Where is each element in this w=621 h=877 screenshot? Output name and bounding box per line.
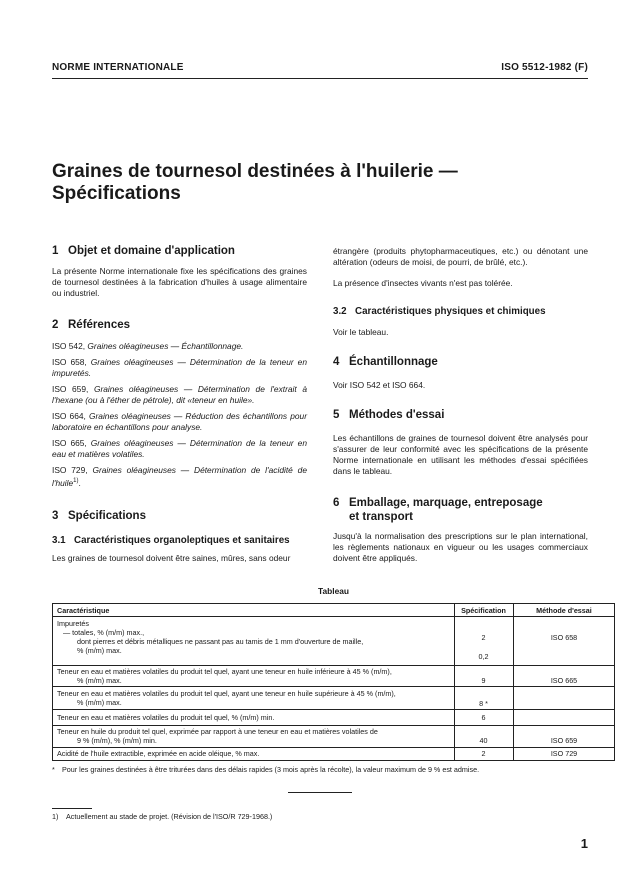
table-row-rule-1 xyxy=(53,665,614,666)
section-5-heading: 5 Méthodes d'essai xyxy=(333,409,445,421)
row-water-low-oil-spec: 9 xyxy=(481,676,486,685)
section-3-2-heading: 3.2 Caractéristiques physiques et chimiques xyxy=(333,306,546,317)
section-5-text: Les échantillons de graines de tournesol doivent être analysés pour s'assurer de leur conformité avec les spécifications de la présente Norme internationale en utilisant les méthodes d'essai spécifiées dans le tableau. xyxy=(333,433,588,476)
reference-iso-665: ISO 665, Graines oléagineuses — Détermination de la teneur en eau et matières volatiles. xyxy=(52,438,307,459)
table-header-characteristic: Caractéristique xyxy=(57,606,110,615)
row-impurities-stones: dont pierres et débris métalliques ne passant pas au tamis de 1 mm d'ouverture de maille, xyxy=(77,637,364,646)
header-left: NORME INTERNATIONALE xyxy=(52,62,184,73)
section-1-heading: 1 Objet et domaine d'application xyxy=(52,245,235,257)
row-water-high-oil-spec: 8 * xyxy=(479,699,488,708)
header-right: ISO 5512-1982 (F) xyxy=(501,62,588,73)
section-3-1-text: Les graines de tournesol doivent être saines, mûres, sans odeur xyxy=(52,553,291,563)
row-impurities-spec-total: 2 xyxy=(481,633,486,642)
page-number: 1 xyxy=(580,836,588,851)
section-divider xyxy=(288,792,352,793)
footnote-rule xyxy=(52,808,92,809)
row-impurities-unit: % (m/m) max. xyxy=(77,646,122,655)
row-impurities-total: — totales, % (m/m) max., xyxy=(63,628,145,637)
row-oil-content-label: Teneur en huile du produit tel quel, exprimée par rapport à une teneur en eau et matières volatiles de xyxy=(57,727,378,736)
section-4-text: Voir ISO 542 et ISO 664. xyxy=(333,380,426,390)
row-acidity-spec: 2 xyxy=(481,749,486,758)
row-impurities-label: Impuretés xyxy=(57,619,89,628)
table-header-rule xyxy=(53,616,614,617)
row-acidity-label: Acidité de l'huile extractible, exprimée en acide oléique, % max. xyxy=(57,749,260,758)
table-header-specification: Spécification xyxy=(461,606,506,615)
table-footnote: * Pour les graines destinées à être triturées dans des délais rapides (3 mois après la récolte), la valeur maximum de 9 % est admise. xyxy=(52,765,480,774)
section-1-text: La présente Norme internationale fixe les spécifications des graines de tournesol destinées à la fabrication d'huiles à usage alimentaire ou industriel. xyxy=(52,266,307,298)
row-oil-content-spec: 40 xyxy=(479,736,488,745)
page-footnote: 1) Actuellement au stade de projet. (Révision de l'ISO/R 729-1968.) xyxy=(52,812,273,821)
title-line-1: Graines de tournesol destinées à l'huilerie — xyxy=(52,161,458,182)
row-water-low-oil-label: Teneur en eau et matières volatiles du produit tel quel, ayant une teneur en huile inférieure à 45 % (m/m), xyxy=(57,667,392,676)
table-row-rule-2 xyxy=(53,686,614,687)
row-water-high-oil-label: Teneur en eau et matières volatiles du produit tel quel, ayant une teneur en huile supérieure à 45 % (m/m), xyxy=(57,689,396,698)
section-3-1-continued: étrangère (produits phytopharmaceutiques, etc.) ou dénotant une altération (odeurs de moisi, de pourri, de brûlé, etc.). xyxy=(333,246,588,267)
reference-iso-659: ISO 659, Graines oléagineuses — Détermination de l'extrait à l'hexane (ou à l'éther de pétrole), dit «teneur en huile». xyxy=(52,384,307,405)
section-4-heading: 4 Échantillonnage xyxy=(333,356,438,368)
page-title xyxy=(52,161,592,205)
header-rule xyxy=(52,78,588,79)
section-3-heading: 3 Spécifications xyxy=(52,510,146,522)
row-acidity-method: ISO 729 xyxy=(550,749,578,758)
title-line-2: Spécifications xyxy=(52,183,181,204)
row-oil-content-method: ISO 659 xyxy=(550,736,578,745)
reference-iso-658: ISO 658, Graines oléagineuses — Détermination de la teneur en impuretés. xyxy=(52,357,307,378)
table-row-rule-3 xyxy=(53,709,614,710)
specifications-table xyxy=(52,603,615,761)
row-water-method: ISO 665 xyxy=(550,676,578,685)
table-caption: Tableau xyxy=(317,586,350,596)
row-impurities-spec-stones: 0,2 xyxy=(478,652,489,661)
row-water-high-oil-unit: % (m/m) max. xyxy=(77,698,122,707)
row-water-min-spec: 6 xyxy=(481,713,486,722)
row-water-low-oil-unit: % (m/m) max. xyxy=(77,676,122,685)
table-row-rule-5 xyxy=(53,747,614,748)
row-impurities-method: ISO 658 xyxy=(550,633,578,642)
reference-iso-542: ISO 542, Graines oléagineuses — Échantillonnage. xyxy=(52,341,244,351)
section-6-text: Jusqu'à la normalisation des prescriptions sur le plan international, les règlements nationaux en vigueur ou les usages commerciaux doivent être appliqués. xyxy=(333,531,588,563)
row-water-min-label: Teneur en eau et matières volatiles du produit tel quel, % (m/m) min. xyxy=(57,713,275,722)
table-row-rule-4 xyxy=(53,725,614,726)
section-3-1-heading: 3.1 Caractéristiques organoleptiques et sanitaires xyxy=(52,535,290,546)
row-oil-content-unit: 9 % (m/m), % (m/m) min. xyxy=(77,736,157,745)
insects-statement: La présence d'insectes vivants n'est pas tolérée. xyxy=(333,278,513,288)
reference-iso-729: ISO 729, Graines oléagineuses — Détermination de l'acidité de l'huile$^{1)}$. xyxy=(52,465,307,488)
section-3-2-text: Voir le tableau. xyxy=(333,327,389,337)
section-2-heading: 2 Références xyxy=(52,319,131,331)
section-6-heading: 6 Emballage, marquage, entreposage et transport xyxy=(333,497,543,523)
reference-iso-664: ISO 664, Graines oléagineuses — Réduction des échantillons pour laboratoire en échantillons pour analyse. xyxy=(52,411,307,432)
table-header-method: Méthode d'essai xyxy=(536,606,592,615)
